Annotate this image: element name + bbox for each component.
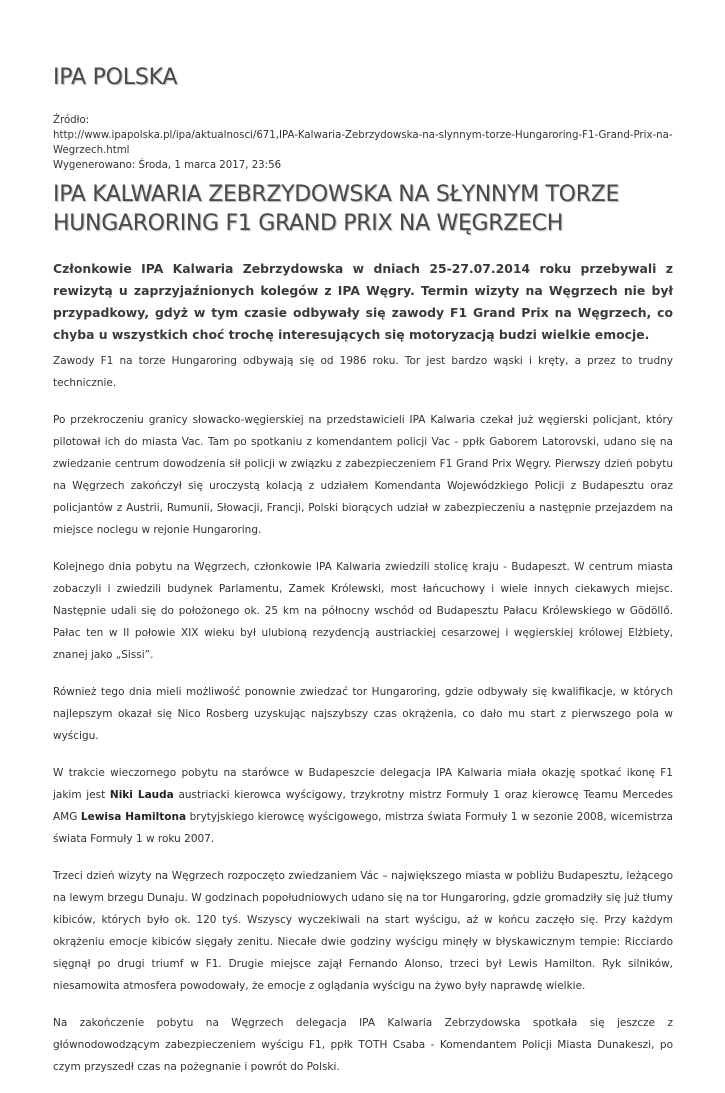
article-lead: Członkowie IPA Kalwaria Zebrzydowska w dniach 25-27.07.2014 roku przebywali z rewizytą u zaprzyjaźnionych kolegów z IPA Węgry. Termin wizyty na Węgrzech nie był przypadkowy, gdyż w tym czasie odbywały się zawody F1 Grand Prix na Węgrzech, co chyba u wszystkich choć trochę interesujących się motoryzacją budzi wielkie emocje.	[53, 261, 673, 342]
source-label: Źródło:	[53, 115, 90, 126]
paragraph-1: Zawody F1 na torze Hungaroring odbywają się od 1986 roku. Tor jest bardzo wąski i kręty, a przez to trudny technicznie.	[53, 355, 673, 389]
name-lewis-hamilton: Lewisa Hamiltona	[80, 811, 187, 823]
name-niki-lauda: Niki Lauda	[109, 789, 174, 801]
paragraph-5	[53, 762, 673, 850]
paragraph-3: Kolejnego dnia pobytu na Węgrzech, członkowie IPA Kalwaria zwiedzili stolicę kraju - Budapeszt. W centrum miasta zobaczyli i zwiedzili budynek Parlamentu, Zamek Królewski, most łańcuchowy i wiele innych ciekawych miejsc. Następnie udali się do położonego ok. 25 km na północny wschód od Budapesztu Pałacu Królewskiego w Gödöllő. Pałac ten w II połowie XIX wieku był ulubioną rezydencją austriackiej cesarzowej i węgierskiej królowej Elżbiety, znanej jako „Sissi”.	[53, 561, 673, 661]
paragraph-7: Na zakończenie pobytu na Węgrzech delegacja IPA Kalwaria Zebrzydowska spotkała się jeszcze z głównodowodzącym zabezpieczeniem wyścigu F1, ppłk TOTH Csaba - Komendantem Policji Miasta Dunakeszi, po czym przyszedł czas na pożegnanie i powrót do Polski.	[53, 1017, 673, 1073]
paragraph-5-text-a: W trakcie wieczornego pobytu na starówce w Budapeszcie delegacja IPA Kalwaria miała okazję spotkać ikonę F1 jakim jest	[53, 767, 673, 801]
document-meta	[53, 113, 673, 173]
paragraph-5-text-c: austriacki kierowca wyścigowy, trzykrotny mistrz Formuły 1 oraz kierowcę Teamu Mercedes AMG	[53, 789, 673, 823]
source-url[interactable]: http://www.ipapolska.pl/ipa/aktualnosci/671,IPA-Kalwaria-Zebrzydowska-na-slynnym-torze-Hungaroring-F1-Grand-Prix-na-Wegrzech.html	[53, 130, 673, 156]
article-body	[53, 350, 673, 1093]
article-title: IPA KALWARIA ZEBRZYDOWSKA NA SŁYNNYM TORZE HUNGARORING F1 GRAND PRIX NA WĘGRZECH	[53, 182, 620, 236]
generated-date: Wygenerowano: Środa, 1 marca 2017, 23:56	[53, 160, 282, 171]
paragraph-6: Trzeci dzień wizyty na Węgrzech rozpoczęto zwiedzaniem Vác – największego miasta w pobliżu Budapesztu, leżącego na lewym brzegu Dunaju. W godzinach popołudniowych udano się na tor Hungaroring, gdzie gromadziły się już tłumy kibiców, których było ok. 120 tyś. Wszyscy wyczekiwali na start wyścigu, aż w końcu zaczęło się. Przy każdym okrążeniu emocje kibiców sięgały zenitu. Niecałe dwie godziny wyścigu minęły w błyskawicznym tempie: Ricciardo sięgnął po drugi triumf w F1. Drugie miejsce zajął Fernando Alonso, trzeci był Lewis Hamilton. Ryk silników, niesamowita atmosfera powodowały, że emocje z oglądania wyścigu na żywo były naprawdę wielkie.	[53, 870, 673, 992]
paragraph-2: Po przekroczeniu granicy słowacko-węgierskiej na przedstawicieli IPA Kalwaria czekał już węgierski policjant, który pilotował ich do miasta Vac. Tam po spotkaniu z komendantem policji Vac - ppłk Gaborem Latorovski, udano się na zwiedzanie centrum dowodzenia sił policji w związku z zabezpieczeniem F1 Grand Prix Węgry. Pierwszy dzień pobytu na Węgrzech zakończył się uroczystą kolacją z udziałem Komendanta Wojewódzkiego Policji z Budapesztu oraz policjantów z Austrii, Rumunii, Słowacji, Francji, Polski biorących udział w zabezpieczeniu a następnie przejazdem na miejsce noclegu w rejonie Hungaroring.	[53, 414, 673, 536]
site-title: IPA POLSKA	[53, 65, 178, 90]
paragraph-4: Również tego dnia mieli możliwość ponownie zwiedzać tor Hungaroring, gdzie odbywały się kwalifikacje, w których najlepszym okazał się Nico Rosberg uzyskując najszybszy czas okrążenia, co dało mu start z pierwszego pola w wyścigu.	[53, 686, 673, 742]
paragraph-5-text-e: brytyjskiego kierowcę wyścigowego, mistrza świata Formuły 1 w sezonie 2008, wicemistrza świata Formuły 1 w roku 2007.	[53, 811, 673, 845]
